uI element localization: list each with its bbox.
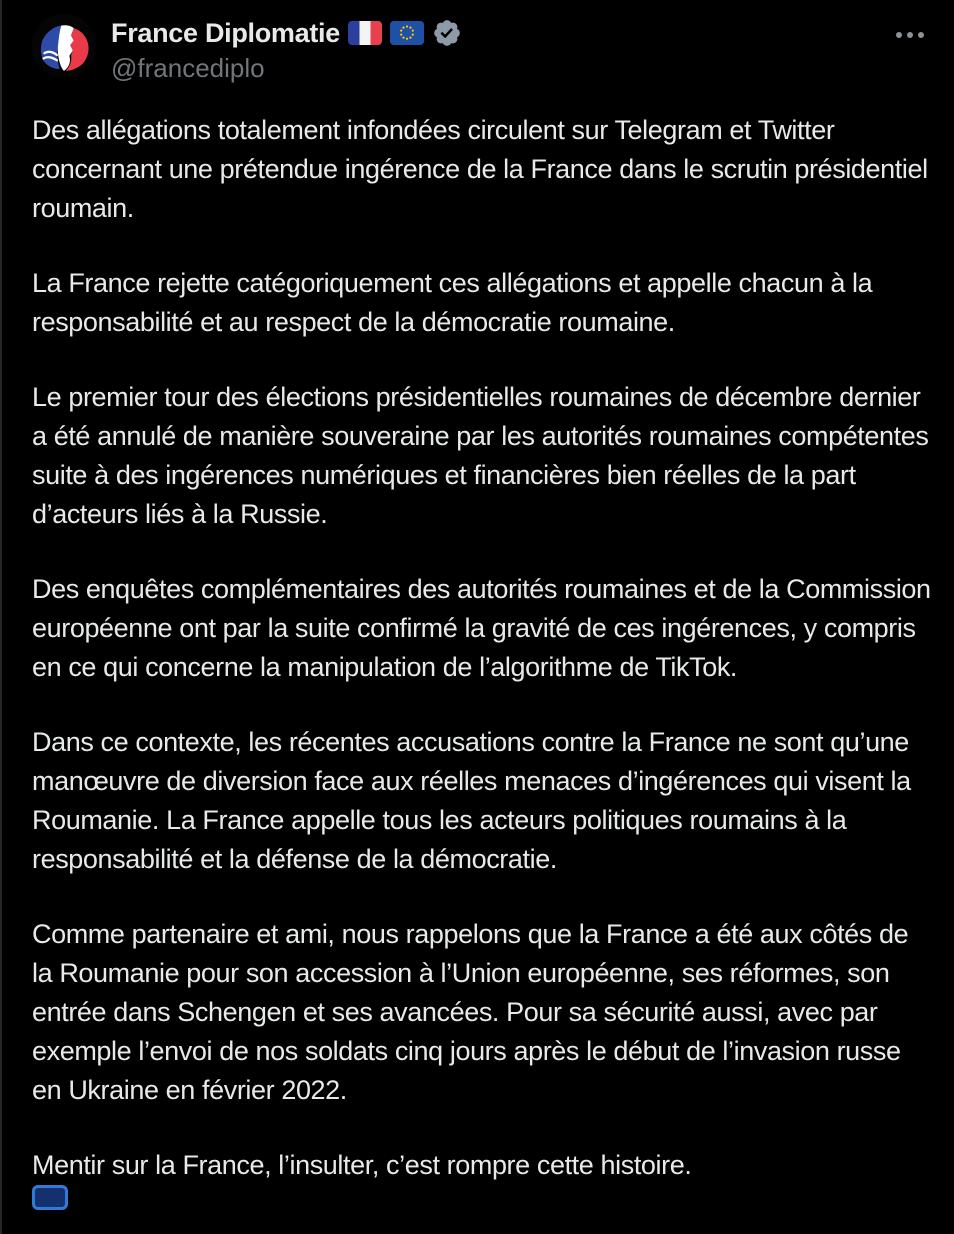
tweet-header [2, 0, 954, 83]
marianne-logo-icon [32, 14, 96, 78]
tweet-text [32, 111, 934, 1185]
tweet-paragraph: Le premier tour des élections présidentielles roumaines de décembre dernier a été annulé de manière souveraine par les autorités roumaines compétentes suite à des ingérences numériques et financières bien réelles de la part d’acteurs liés à la Russie. [32, 382, 929, 529]
tweet-paragraph: Dans ce contexte, les récentes accusations contre la France ne sont qu’une manœuvre de diversion face aux réelles menaces d’ingérences qui visent la Roumanie. La France appelle tous les acteurs politiques roumains à la responsabilité et la défense de la démocratie. [32, 727, 911, 874]
tweet-paragraph: Des allégations totalement infondées circulent sur Telegram et Twitter concernant une prétendue ingérence de la France dans le scrutin présidentiel roumain. [32, 115, 928, 223]
tweet-paragraph: Mentir sur la France, l’insulter, c’est rompre cette histoire. [32, 1150, 692, 1180]
author-id-block [111, 14, 462, 83]
cutoff-flag-emoji [32, 1185, 68, 1210]
author-name[interactable]: France Diplomatie [111, 18, 340, 48]
tweet-paragraph: La France rejette catégoriquement ces allégations et appelle chacun à la responsabilité et au respect de la démocratie roumaine. [32, 268, 873, 337]
avatar[interactable] [32, 14, 96, 78]
eu-flag-emoji [390, 21, 424, 45]
author-name-row [111, 17, 462, 49]
author-handle[interactable]: @francediplo [111, 53, 265, 83]
more-horizontal-icon [896, 32, 902, 38]
more-menu-button[interactable] [890, 26, 930, 44]
tweet-paragraph: Comme partenaire et ami, nous rappelons que la France a été aux côtés de la Roumanie pour son accession à l’Union européenne, ses réformes, son entrée dans Schengen et ses avancées. Pour sa sécurité aussi, avec par exemple l’envoi de nos soldats cinq jours après le début de l’invasion russe en Ukraine en février 2022. [32, 919, 909, 1105]
france-flag-emoji [348, 21, 382, 45]
tweet-paragraph: Des enquêtes complémentaires des autorités roumaines et de la Commission européenne ont par la suite confirmé la gravité de ces ingérences, y compris en ce qui concerne la manipulation de l’algorithme de TikTok. [32, 574, 931, 682]
verified-government-badge-icon[interactable] [432, 18, 462, 48]
